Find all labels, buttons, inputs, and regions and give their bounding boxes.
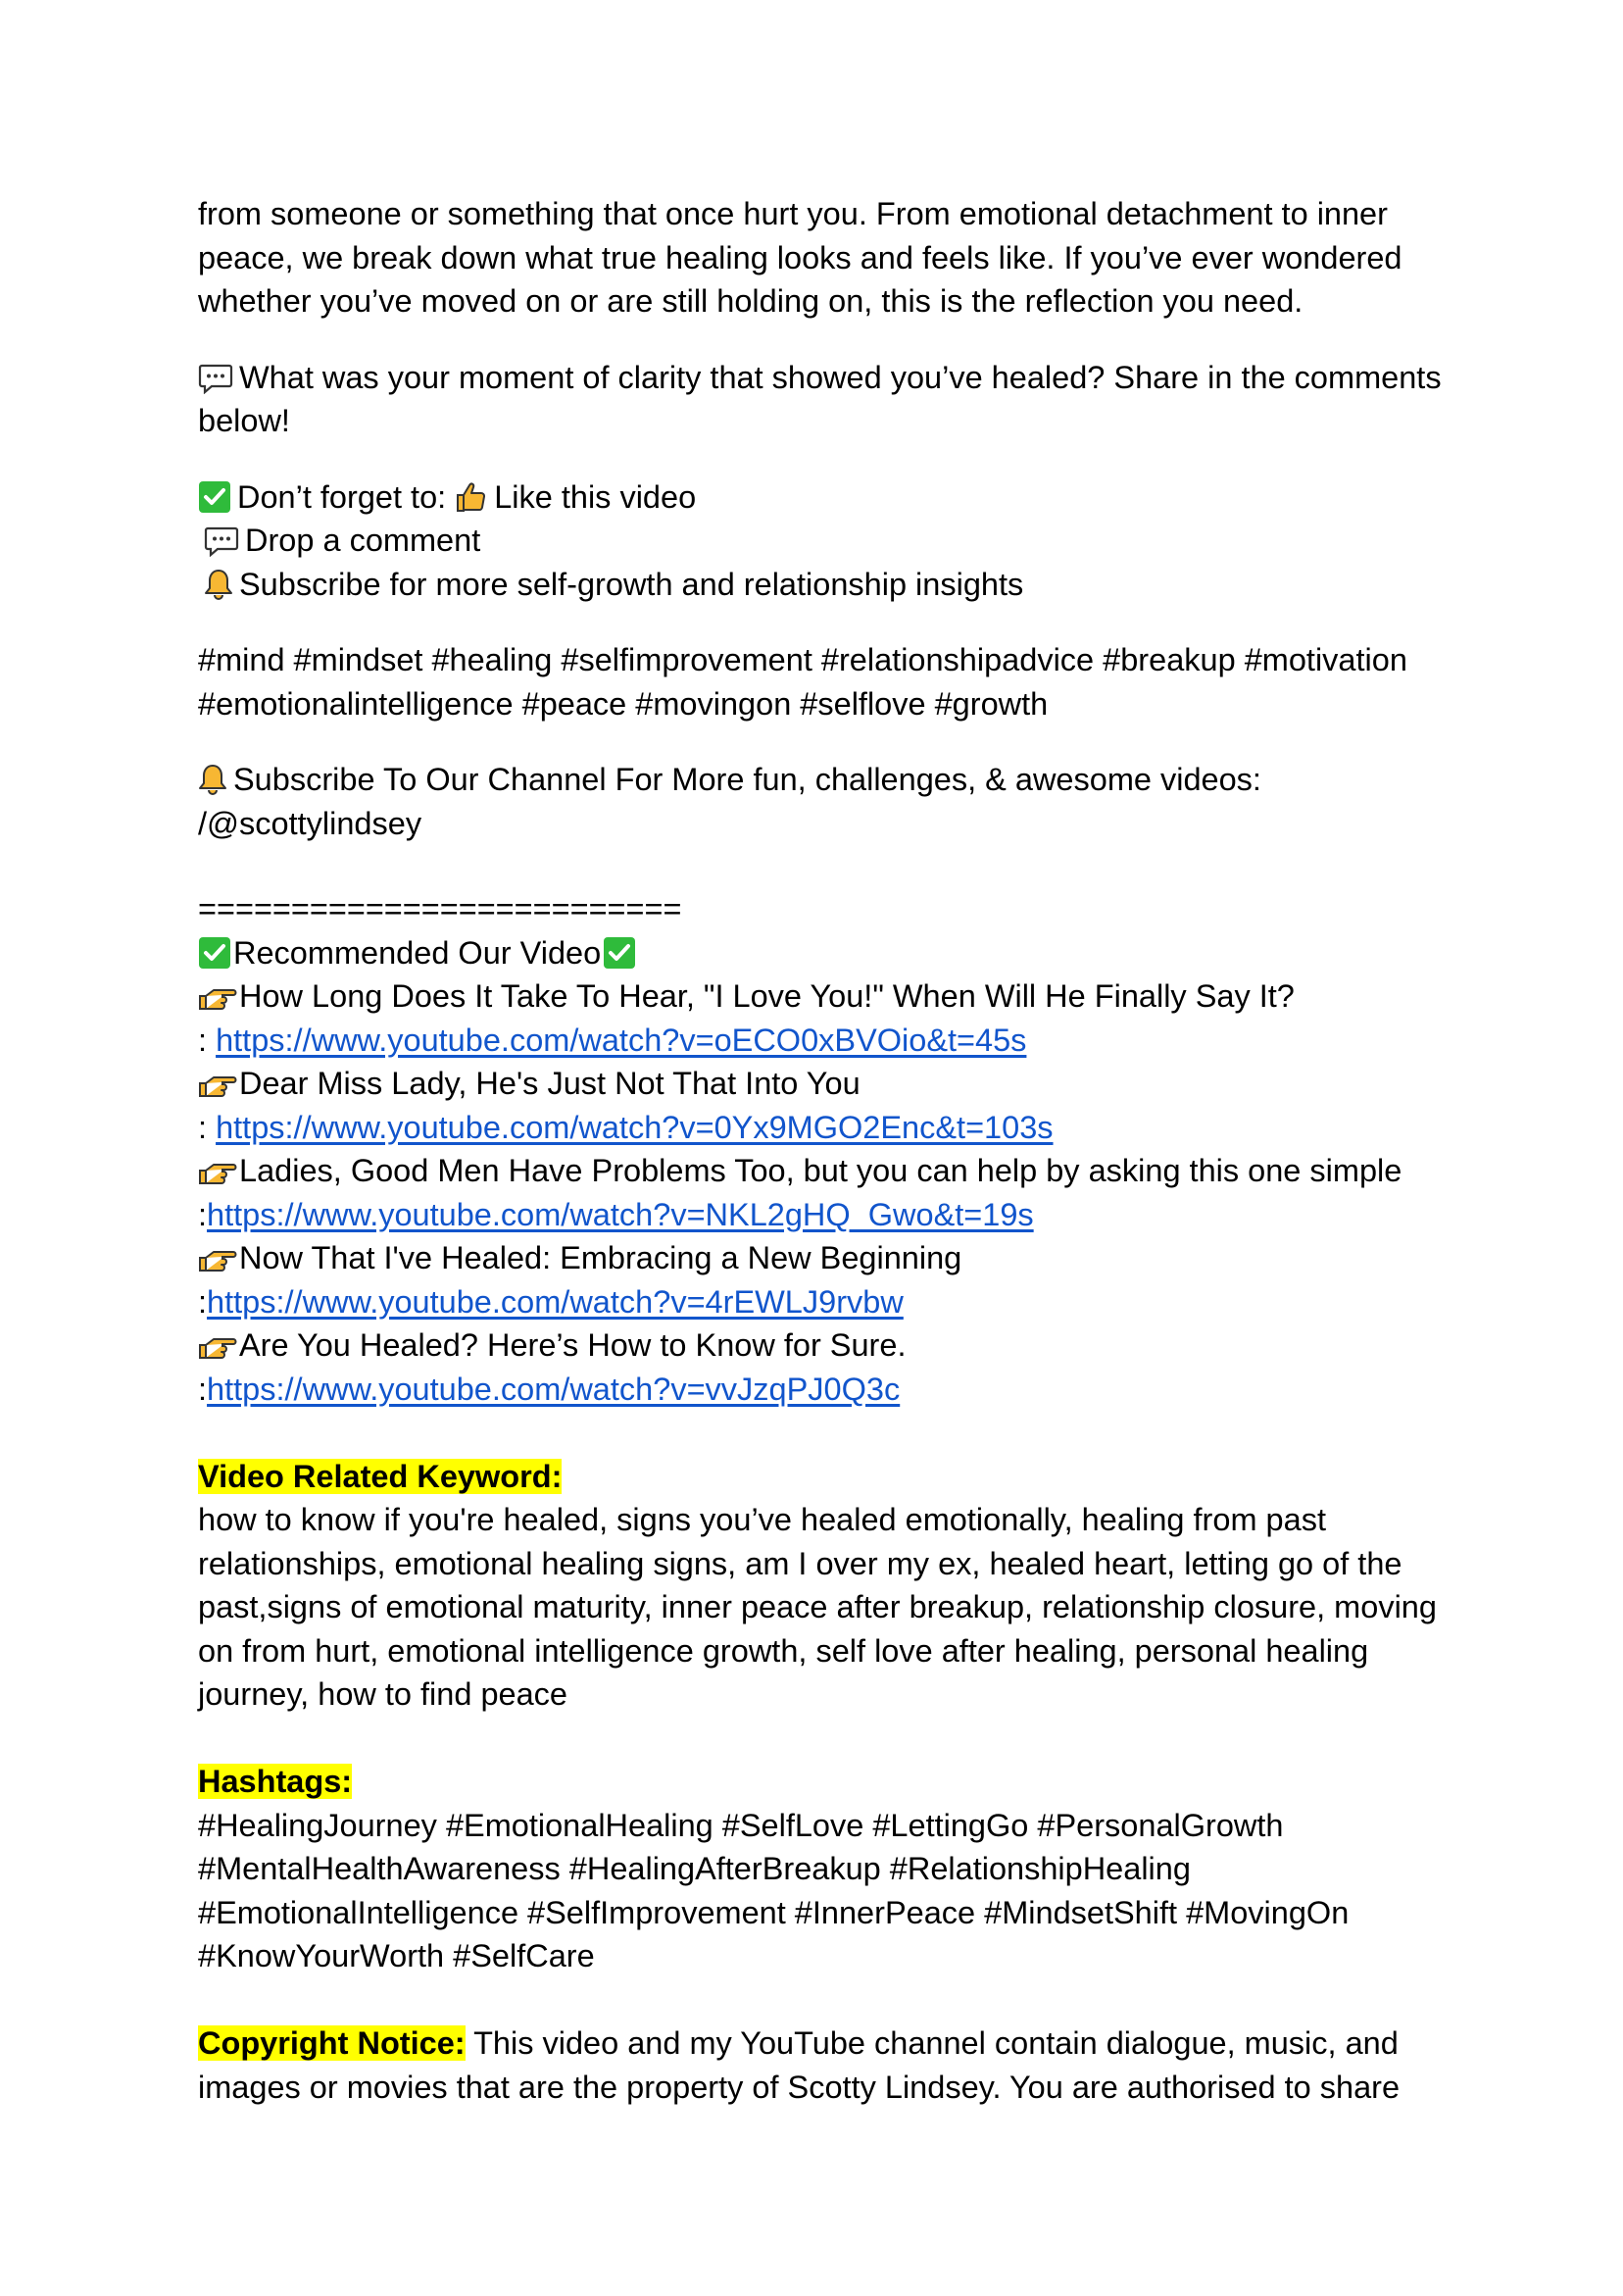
hashtag-line: #KnowYourWorth #SelfCare: [198, 1938, 595, 1973]
subscribe-label: Subscribe for more self-growth and relationship insights: [239, 566, 1024, 602]
like-label: Like this video: [494, 478, 697, 515]
copyright-section: [198, 2021, 1462, 2109]
pointing-hand-icon: [198, 1071, 237, 1100]
hashtags-section: [198, 1760, 1462, 1978]
recommended-section: [198, 887, 1462, 1411]
video-title: Dear Miss Lady, He's Just Not That Into You: [239, 1066, 861, 1101]
video-item: [198, 1149, 1462, 1236]
hashtag-line: #MentalHealthAwareness #HealingAfterBreakup #RelationshipHealing: [198, 1851, 1191, 1886]
bell-icon: [204, 568, 233, 601]
copyright-text: This video and my YouTube channel contain dialogue, music, and: [465, 2025, 1399, 2061]
video-title: How Long Does It Take To Hear, "I Love You!" When Will He Finally Say It?: [239, 978, 1295, 1014]
video-title: Are You Healed? Here’s How to Know for Sure.: [239, 1327, 907, 1363]
video-item: [198, 1236, 1462, 1323]
copyright-text-continued: images or movies that are the property of Scotty Lindsey. You are authorised to share: [198, 2069, 1401, 2105]
question-text-continued: below!: [198, 403, 290, 438]
video-item: [198, 1323, 1462, 1411]
question-text: What was your moment of clarity that showed you’ve healed? Share in the comments: [239, 359, 1442, 395]
keywords-line: past,signs of emotional maturity, inner peace after breakup, relationship closure, moving: [198, 1589, 1437, 1624]
keywords-section: [198, 1455, 1462, 1717]
speech-bubble-icon: [204, 525, 239, 557]
check-box-icon: [198, 480, 231, 514]
hashtag-line: #mind #mindset #healing #selfimprovement #relationshipadvice #breakup #motivation: [198, 642, 1407, 677]
intro-line: whether you’ve moved on or are still holding on, this is the reflection you need.: [198, 283, 1303, 319]
copyright-label: Copyright Notice:: [198, 2025, 466, 2061]
document-page: [198, 192, 1462, 2109]
thumbs-up-icon: [455, 480, 488, 514]
comment-label: Drop a comment: [245, 523, 481, 558]
hashtag-line: #emotionalintelligence #peace #movingon #selflove #growth: [198, 685, 1049, 722]
hashtags-label: Hashtags:: [198, 1764, 353, 1799]
video-item: [198, 1062, 1462, 1149]
video-link[interactable]: https://www.youtube.com/watch?v=0Yx9MGO2Enc&t=103s: [216, 1109, 1054, 1145]
cta-prefix: Don’t forget to:: [237, 478, 447, 515]
hashtag-line: #HealingJourney #EmotionalHealing #SelfLove #LettingGo #PersonalGrowth: [198, 1807, 1284, 1843]
hashtags-top: [198, 638, 1462, 725]
video-title: Now That I've Healed: Embracing a New Beginning: [239, 1240, 962, 1275]
hashtag-line: #EmotionalIntelligence #SelfImprovement #InnerPeace #MindsetShift #MovingOn: [198, 1894, 1350, 1930]
check-box-icon: [198, 936, 231, 970]
question-paragraph: [198, 356, 1462, 443]
link-prefix: :: [198, 1022, 217, 1058]
keywords-line: relationships, emotional healing signs, am I over my ex, healed heart, letting go of the: [198, 1545, 1402, 1581]
recommended-heading: Recommended Our Video: [233, 934, 602, 971]
video-link[interactable]: https://www.youtube.com/watch?v=oECO0xBVOio&t=45s: [216, 1022, 1027, 1058]
link-prefix: :: [198, 1283, 208, 1320]
pointing-hand-icon: [198, 1332, 237, 1362]
subscribe-channel: [198, 758, 1462, 845]
keywords-line: journey, how to find peace: [198, 1676, 568, 1712]
intro-paragraph: [198, 192, 1462, 324]
subscribe-channel-text: Subscribe To Our Channel For More fun, challenges, & awesome videos:: [233, 762, 1261, 797]
link-prefix: :: [198, 1371, 208, 1407]
keywords-line: on from hurt, emotional intelligence growth, self love after healing, personal healing: [198, 1632, 1369, 1669]
bell-icon: [198, 763, 227, 796]
channel-handle: /@scottylindsey: [198, 805, 422, 841]
pointing-hand-icon: [198, 1245, 237, 1274]
check-box-icon: [603, 936, 636, 970]
link-prefix: :: [198, 1196, 208, 1232]
keywords-line: how to know if you're healed, signs you’ve healed emotionally, healing from past: [198, 1502, 1326, 1537]
keywords-label: Video Related Keyword:: [198, 1458, 563, 1494]
pointing-hand-icon: [198, 1158, 237, 1187]
video-link[interactable]: https://www.youtube.com/watch?v=4rEWLJ9rvbw: [207, 1283, 904, 1320]
cta-block: [198, 475, 1462, 607]
video-item: [198, 974, 1462, 1062]
intro-line: from someone or something that once hurt you. From emotional detachment to inner: [198, 196, 1388, 231]
divider: ==========================: [198, 891, 682, 926]
speech-bubble-icon: [198, 363, 233, 394]
video-link[interactable]: https://www.youtube.com/watch?v=NKL2gHQ_Gwo&t=19s: [207, 1196, 1034, 1232]
link-prefix: :: [198, 1109, 217, 1145]
pointing-hand-icon: [198, 983, 237, 1013]
video-title: Ladies, Good Men Have Problems Too, but you can help by asking this one simple: [239, 1153, 1402, 1188]
intro-line: peace, we break down what true healing looks and feels like. If you’ve ever wondered: [198, 239, 1402, 275]
video-link[interactable]: https://www.youtube.com/watch?v=vvJzqPJ0Q3c: [207, 1371, 901, 1407]
